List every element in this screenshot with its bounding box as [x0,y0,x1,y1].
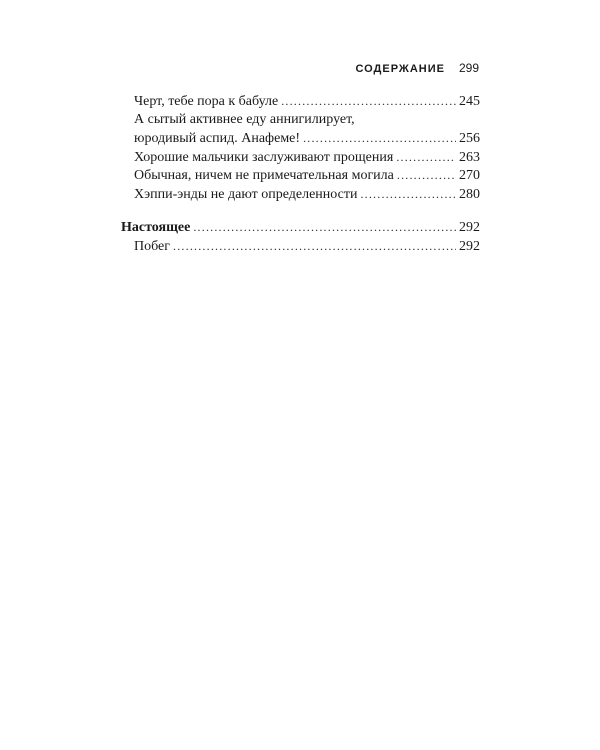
running-head [355,61,479,81]
toc-entry-page: 263 [459,149,480,165]
toc-entry-page: 292 [459,238,480,254]
toc-entry[interactable] [121,129,480,148]
toc-entry-title-line-2: юродивый аспид. Анафеме! [134,131,301,146]
dot-leader [360,185,456,204]
toc-entry[interactable] [121,92,480,111]
toc-entry[interactable] [121,148,480,167]
toc-entry[interactable] [121,185,480,204]
toc-entry-page: 256 [459,131,480,146]
toc-entry-title: Хэппи-энды не дают определенности [134,186,358,202]
page-number: 299 [458,61,479,75]
toc-entry[interactable] [121,237,480,256]
dot-leader [303,129,456,148]
toc-entry-title: Хорошие мальчики заслуживают прощения [134,149,394,165]
dot-leader [173,237,456,256]
toc-part-entry[interactable] [121,218,480,237]
toc-entry-page: 292 [459,220,480,235]
section-title: СОДЕРЖАНИЕ [355,63,445,75]
dot-leader [193,218,456,237]
toc-entry-title: Черт, тебе пора к бабуле [134,94,279,109]
toc-entry-title: Побег [134,238,171,254]
toc-entry-page: 270 [459,168,480,183]
toc-entry-page: 245 [459,94,480,109]
toc-entry-page: 280 [459,186,480,202]
toc-entry[interactable] [121,166,480,185]
dot-leader [397,166,456,185]
toc-entry-title: Обычная, ничем не примечательная могила [134,168,394,183]
dot-leader [281,92,456,111]
toc-entry-title-line-1: А сытый активнее еду аннигилирует, [134,111,355,127]
dot-leader [396,148,456,167]
toc-entry-line[interactable] [121,111,480,130]
table-of-contents [121,92,480,255]
toc-part-title: Настоящее [121,220,191,235]
